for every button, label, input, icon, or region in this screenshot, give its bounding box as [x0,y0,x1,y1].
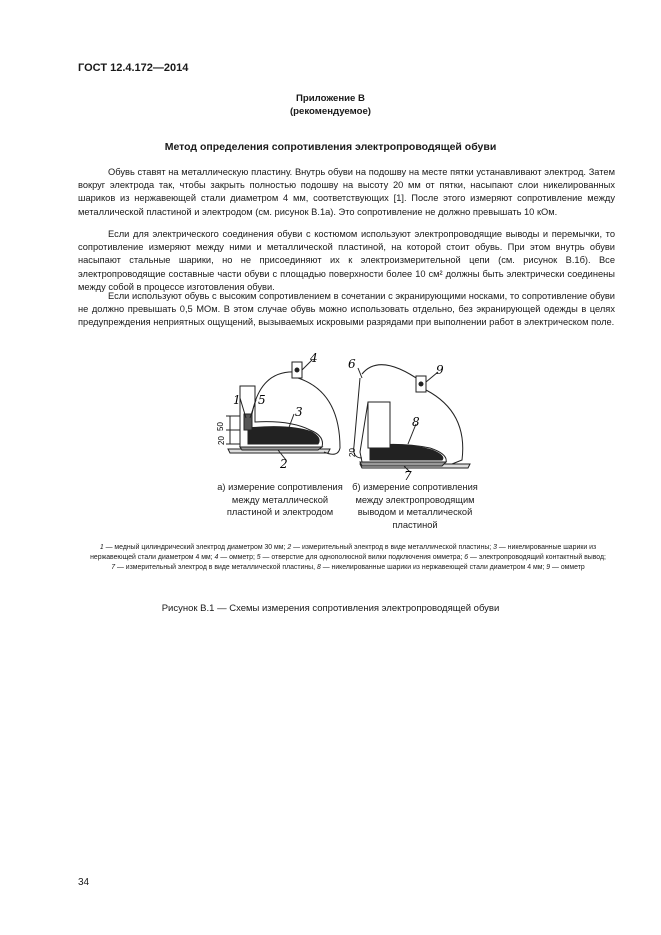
section-title: Метод определения сопротивления электропроводящей обуви [164,141,497,153]
diagram-a [226,360,340,460]
page-number: 34 [78,877,90,888]
paragraph-3: Если используют обувь с высоким сопротивлением в сочетании с экранирующими носками, то сопротивление обуви не должно превышать 0,5 МОм. В этом случае обувь можно использовать отдельно, без экранирующей одежды в целях предупреждения неприятных ощущений, вызываемых искровыми разрядами при выполнении работ в электрическом поле. [78,291,615,328]
figure-legend: 1 — медный цилиндрический электрод диаметром 30 мм; 2 — измерительный электрод в виде металлической пластины; 3 — никелированные шарики из нержавеющей стали диаметром 4 мм; 4 — омметр; 5 — отверстие для однополюсной вилки подключения омметра; 6 — электропроводящий контактный вывод; 7 — измерительный электрод в виде металлической пластины, 8 — никелированные шарики из нержавеющей стали диаметром 4 мм; 9 — омметр [90,544,606,572]
callout-2: 2 [280,457,288,471]
figure-diagram [200,352,500,480]
callout-5: 5 [258,393,266,407]
appendix-heading [0,92,661,118]
appendix-title: Приложение В [296,93,365,104]
callout-4: 4 [310,352,318,365]
callout-6: 6 [348,357,356,371]
callout-8: 8 [412,415,420,429]
callout-1: 1 [233,393,241,407]
callout-7: 7 [404,469,412,480]
paragraph-1: Обувь ставят на металлическую пластину. Внутрь обуви на подошву на месте пятки устанавливают электрод. Затем вокруг электрода так, чтобы закрыть полностью подошву на высоту 20 мм от пятки, насыпают слои никелированных шариков из нержавеющей стали диаметром 4 мм, соответствующих [1]. После этого измеряют сопротивление между металлической пластиной и электродом (см. рисунок В.1а). Это сопротивление не должно превышать 10 кОм. [78,167,615,217]
dim-20-b: 20 [348,448,357,457]
figure-title: Рисунок В.1 — Схемы измерения сопротивления электропроводящей обуви [161,603,500,614]
paragraph-2: Если для электрического соединения обуви с костюмом используют электропроводящие выводы и перемычки, то сопротивление измеряют между ними и металлической пластиной, на которой стоит обувь. При этом внутрь обуви насыпают стальные шарики, но не присоединяют их к электроизмерительной цепи (см. рисунок В.1б). Все электропроводящие составные части обуви с площадью поверхности более 10 см² должны быть электрически соединены между собой в процессе изготовления обуви. [78,229,615,292]
callout-3: 3 [295,405,303,419]
caption-a: а) измерение сопротивления между металлической пластиной и электродом [217,482,343,517]
appendix-subtitle: (рекомендуемое) [289,106,371,117]
dim-50: 50 [216,422,225,431]
document-header: ГОСТ 12.4.172—2014 [78,62,189,74]
callout-9: 9 [436,363,444,377]
dim-20-a: 20 [217,436,226,445]
caption-b: б) измерение сопротивления между электропроводящим выводом и металлической пластиной [352,482,478,530]
